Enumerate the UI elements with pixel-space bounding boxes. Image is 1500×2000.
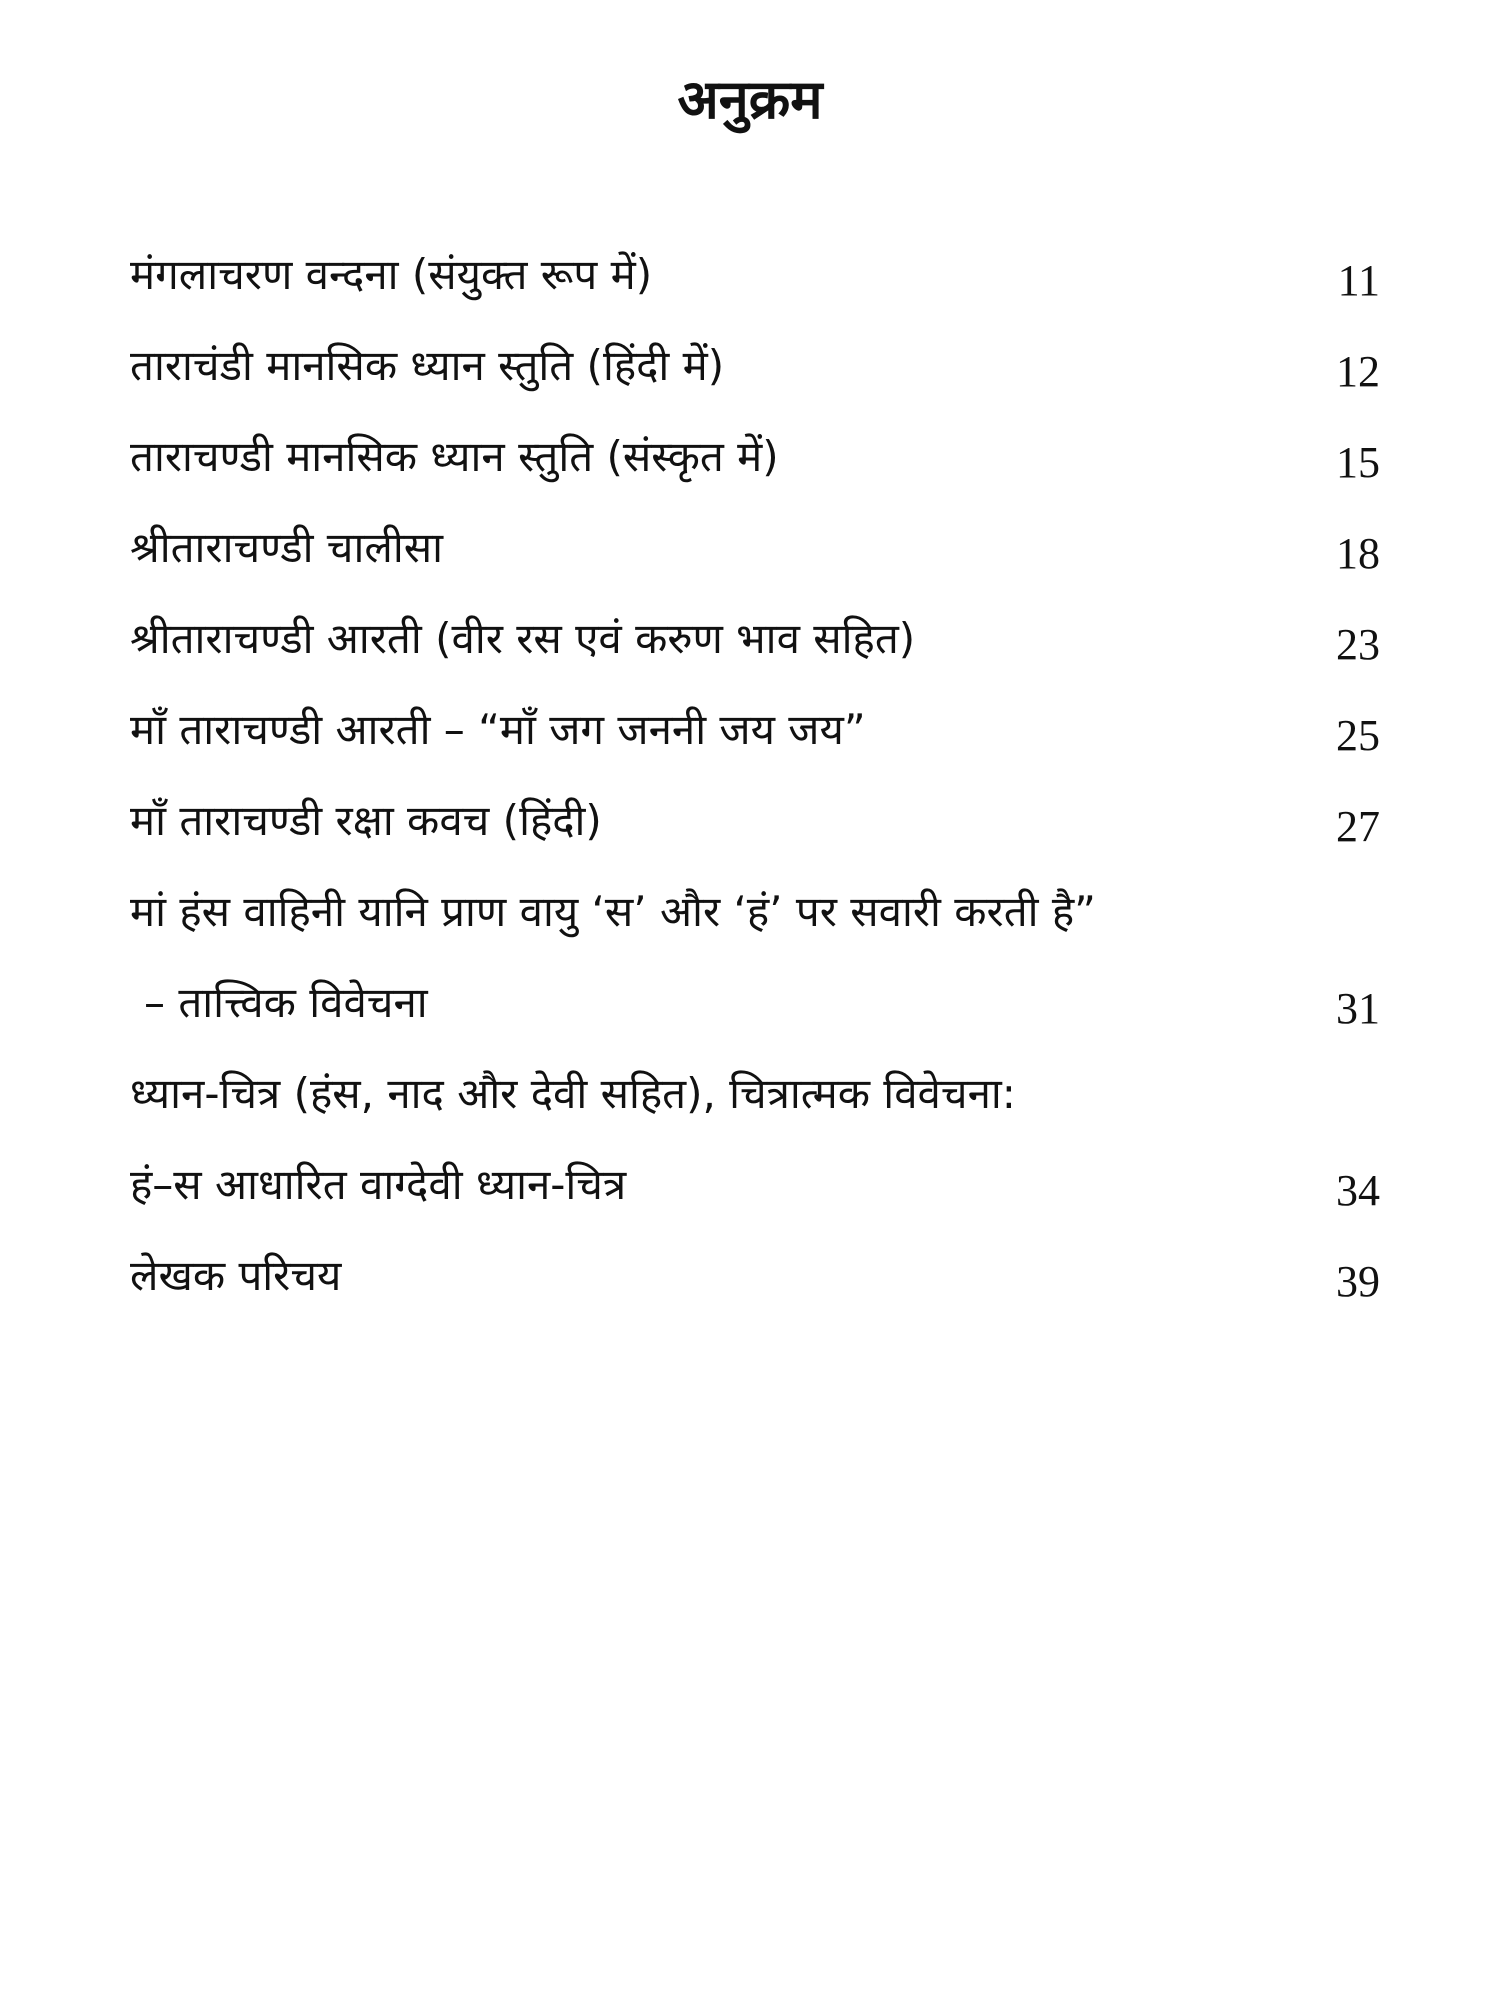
table-of-contents [130, 235, 1380, 1327]
toc-entry-title: मंगलाचरण वन्दना (संयुक्त रूप में) [130, 250, 653, 299]
toc-entry-title: ध्यान-चित्र (हंस, नाद और देवी सहित), चित्रात्मक विवेचना: [130, 1069, 1016, 1118]
toc-entry-title: श्रीताराचण्डी आरती (वीर रस एवं करुण भाव सहित) [130, 614, 916, 663]
toc-entry [130, 235, 1380, 326]
toc-entry [130, 872, 1380, 963]
toc-entry [130, 599, 1380, 690]
toc-entry [130, 326, 1380, 417]
toc-entry-page: 18 [1336, 529, 1380, 578]
toc-entry-title: लेखक परिचय [130, 1251, 342, 1300]
toc-entry [130, 781, 1380, 872]
toc-entry-title: ताराचंडी मानसिक ध्यान स्तुति (हिंदी में) [130, 341, 725, 390]
page-title: अनुक्रम [677, 68, 823, 131]
toc-entry-title: माँ ताराचण्डी रक्षा कवच (हिंदी) [130, 796, 602, 845]
toc-entry [130, 1236, 1380, 1327]
toc-entry-page: 23 [1336, 620, 1380, 669]
toc-entry-page: 27 [1336, 802, 1380, 851]
toc-entry-page: 12 [1336, 347, 1380, 396]
toc-entry [130, 1054, 1380, 1145]
toc-entry-page: 15 [1336, 438, 1380, 487]
toc-entry-title: मां हंस वाहिनी यानि प्राण वायु ‘स’ और ‘हं’ पर सवारी करती है” [130, 887, 1096, 936]
toc-entry-title: ताराचण्डी मानसिक ध्यान स्तुति (संस्कृत में) [130, 432, 779, 481]
toc-entry-page: 11 [1337, 256, 1380, 305]
toc-entry-page: 34 [1336, 1166, 1380, 1215]
toc-entry-page: 31 [1336, 984, 1380, 1033]
toc-entry-title: – तात्त्विक विवेचना [144, 978, 428, 1027]
toc-entry [130, 417, 1380, 508]
toc-entry-page: 25 [1336, 711, 1380, 760]
toc-entry [130, 508, 1380, 599]
toc-entry [130, 1145, 1380, 1236]
toc-entry-title: माँ ताराचण्डी आरती – “माँ जग जननी जय जय” [130, 705, 866, 754]
toc-entry [130, 963, 1380, 1054]
toc-entry-page: 39 [1336, 1257, 1380, 1306]
toc-entry-title: श्रीताराचण्डी चालीसा [130, 523, 443, 572]
toc-entry-title: हं–स आधारित वाग्देवी ध्यान-चित्र [130, 1160, 627, 1209]
toc-entry [130, 690, 1380, 781]
